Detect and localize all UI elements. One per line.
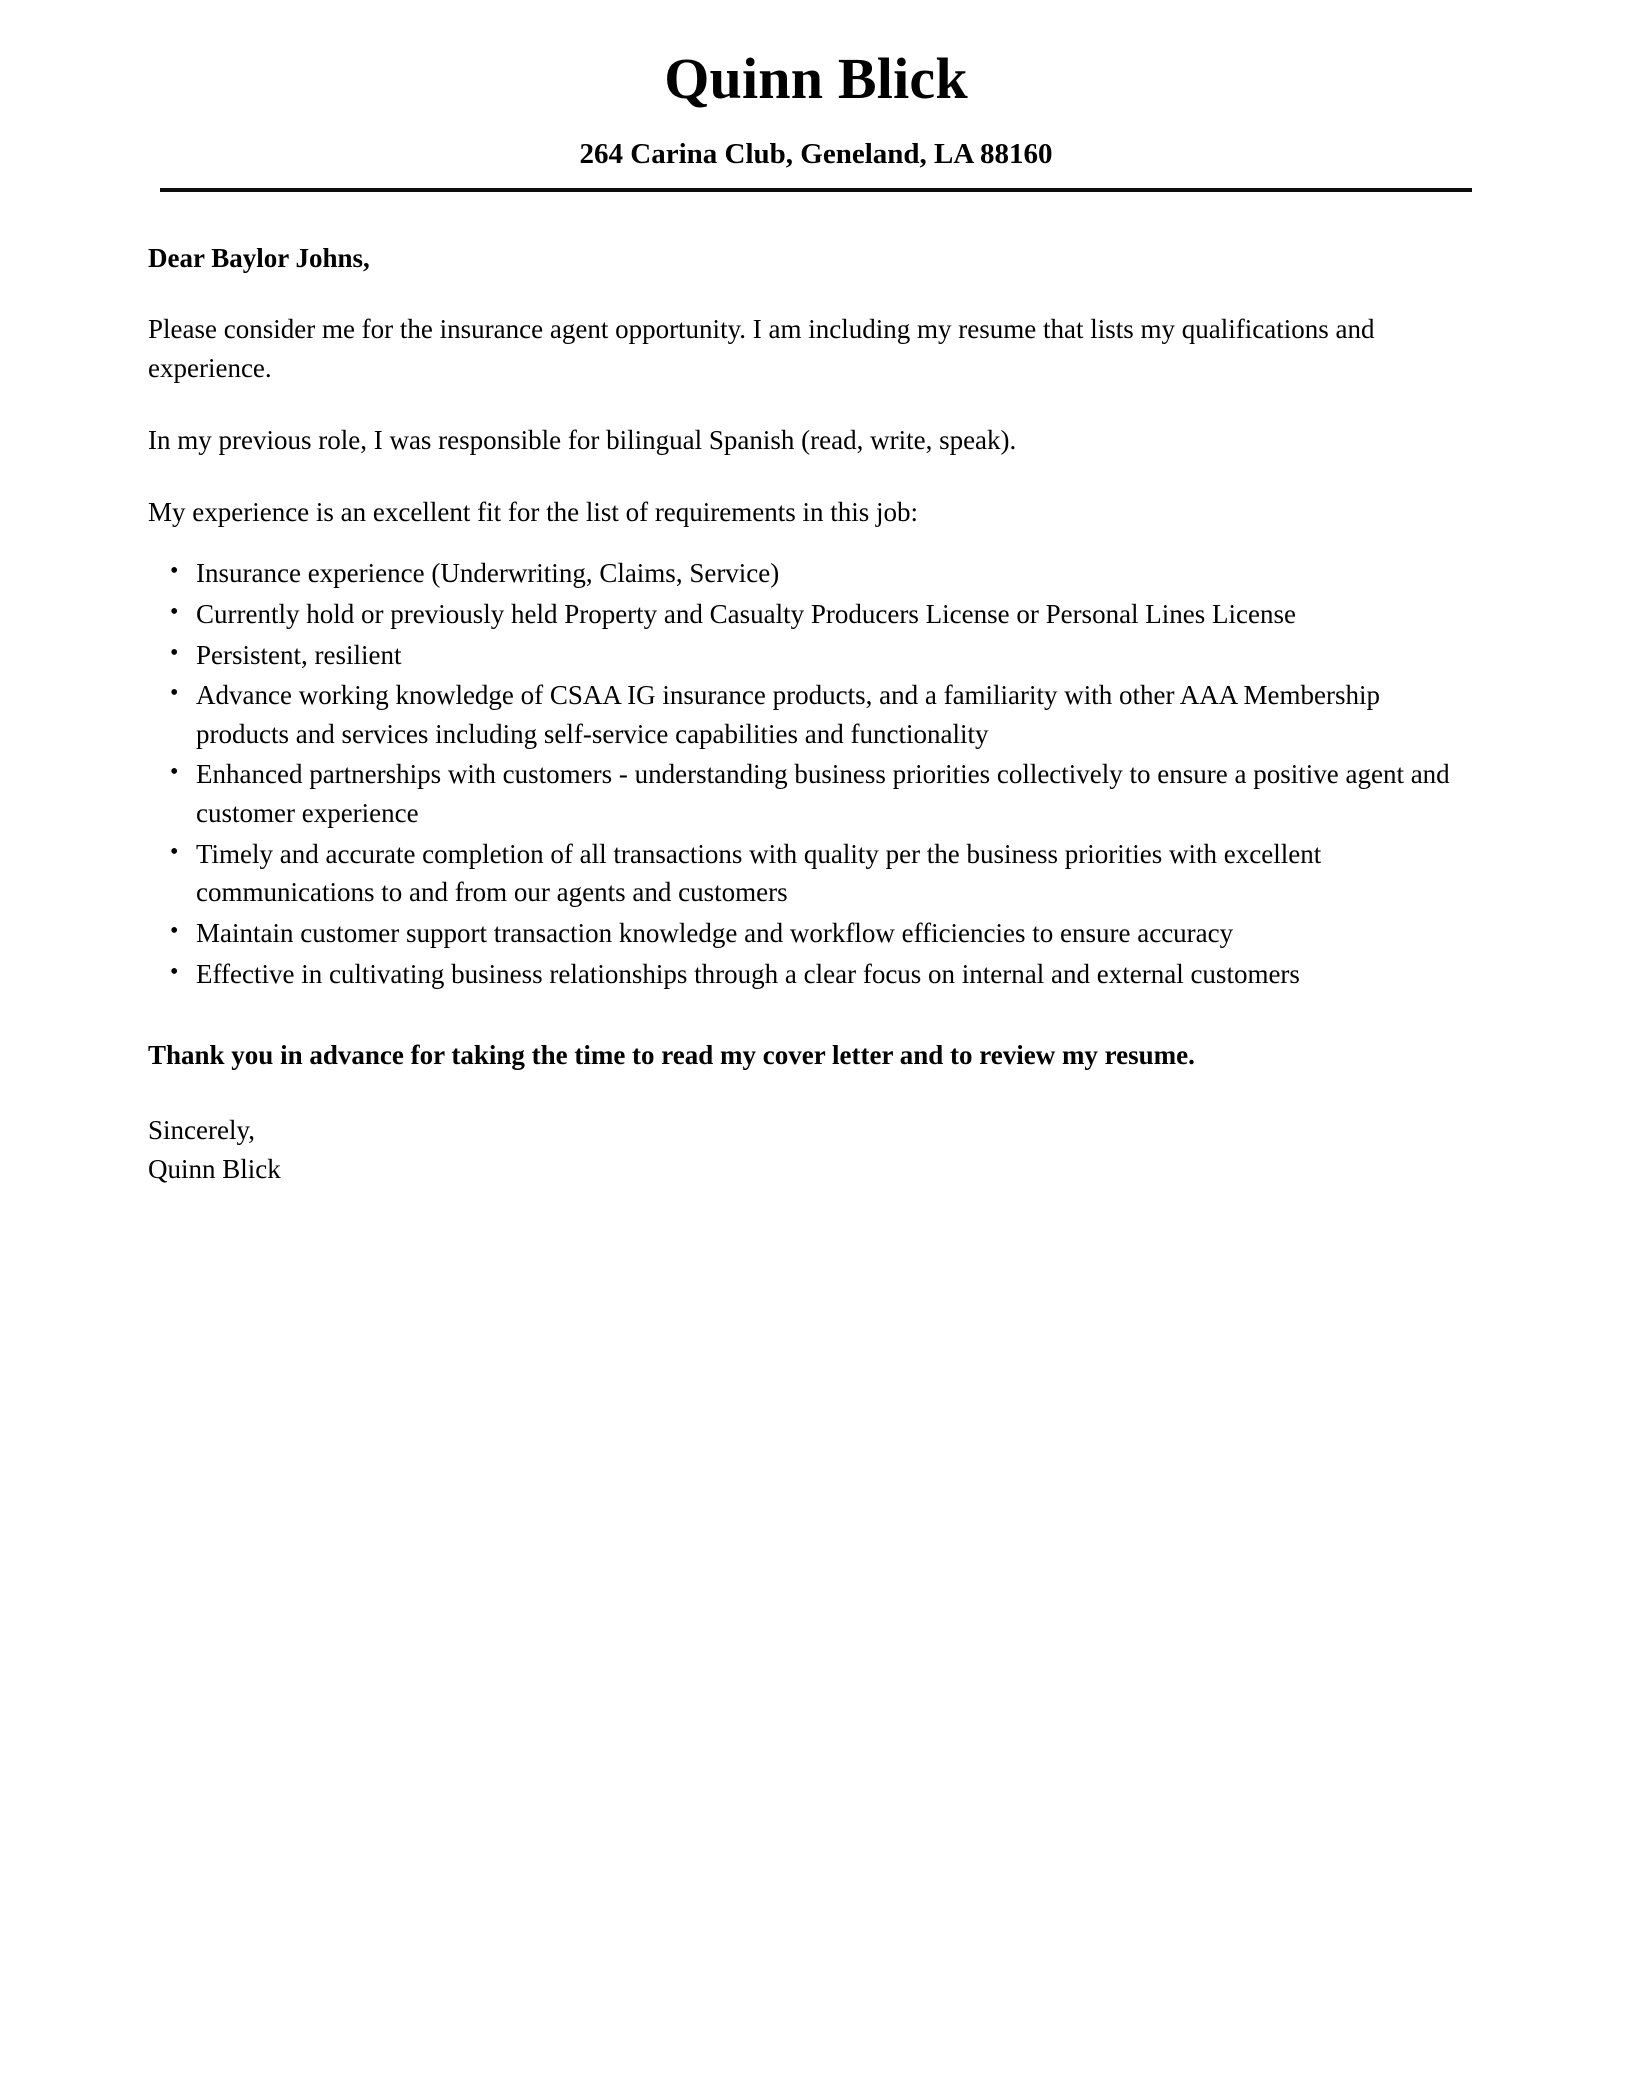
list-item: • Advance working knowledge of CSAA IG insurance products, and a familiarity with other AAA Membership products and services including self-service capabilities and functionality: [148, 676, 1472, 753]
letter-body: [0, 240, 1632, 1189]
header-divider: [160, 188, 1472, 192]
address-line: 264 Carina Club, Geneland, LA 88160: [579, 137, 1053, 170]
body-paragraph-2: In my previous role, I was responsible for bilingual Spanish (read, write, speak).: [148, 425, 1017, 456]
list-item: • Persistent, resilient: [148, 636, 1472, 675]
letterhead: [0, 0, 1632, 192]
list-item: • Maintain customer support transaction knowledge and workflow efficiencies to ensure accuracy: [148, 914, 1472, 953]
body-paragraph-1: Please consider me for the insurance agent opportunity. I am including my resume that lists my qualifications and experience.: [148, 313, 1375, 383]
list-item: • Effective in cultivating business relationships through a clear focus on internal and external customers: [148, 955, 1472, 994]
signature-name: Quinn Blick: [148, 1154, 281, 1185]
closing-statement: Thank you in advance for taking the time to read my cover letter and to review my resume.: [148, 1040, 1195, 1071]
signature-block: [148, 1111, 1472, 1189]
salutation: Dear Baylor Johns,: [148, 243, 370, 274]
list-item: • Enhanced partnerships with customers - understanding business priorities collectively to ensure a positive agent and customer experience: [148, 755, 1472, 832]
requirements-list: [148, 554, 1472, 993]
list-item: • Currently hold or previously held Property and Casualty Producers License or Personal Lines License: [148, 595, 1472, 634]
page-title: Quinn Blick: [664, 46, 968, 111]
signoff-line: Sincerely,: [148, 1114, 255, 1145]
list-item: • Timely and accurate completion of all transactions with quality per the business priorities with excellent communications to and from our agents and customers: [148, 835, 1472, 912]
list-item: • Insurance experience (Underwriting, Claims, Service): [148, 554, 1472, 593]
body-paragraph-3: My experience is an excellent fit for the list of requirements in this job:: [148, 497, 919, 528]
